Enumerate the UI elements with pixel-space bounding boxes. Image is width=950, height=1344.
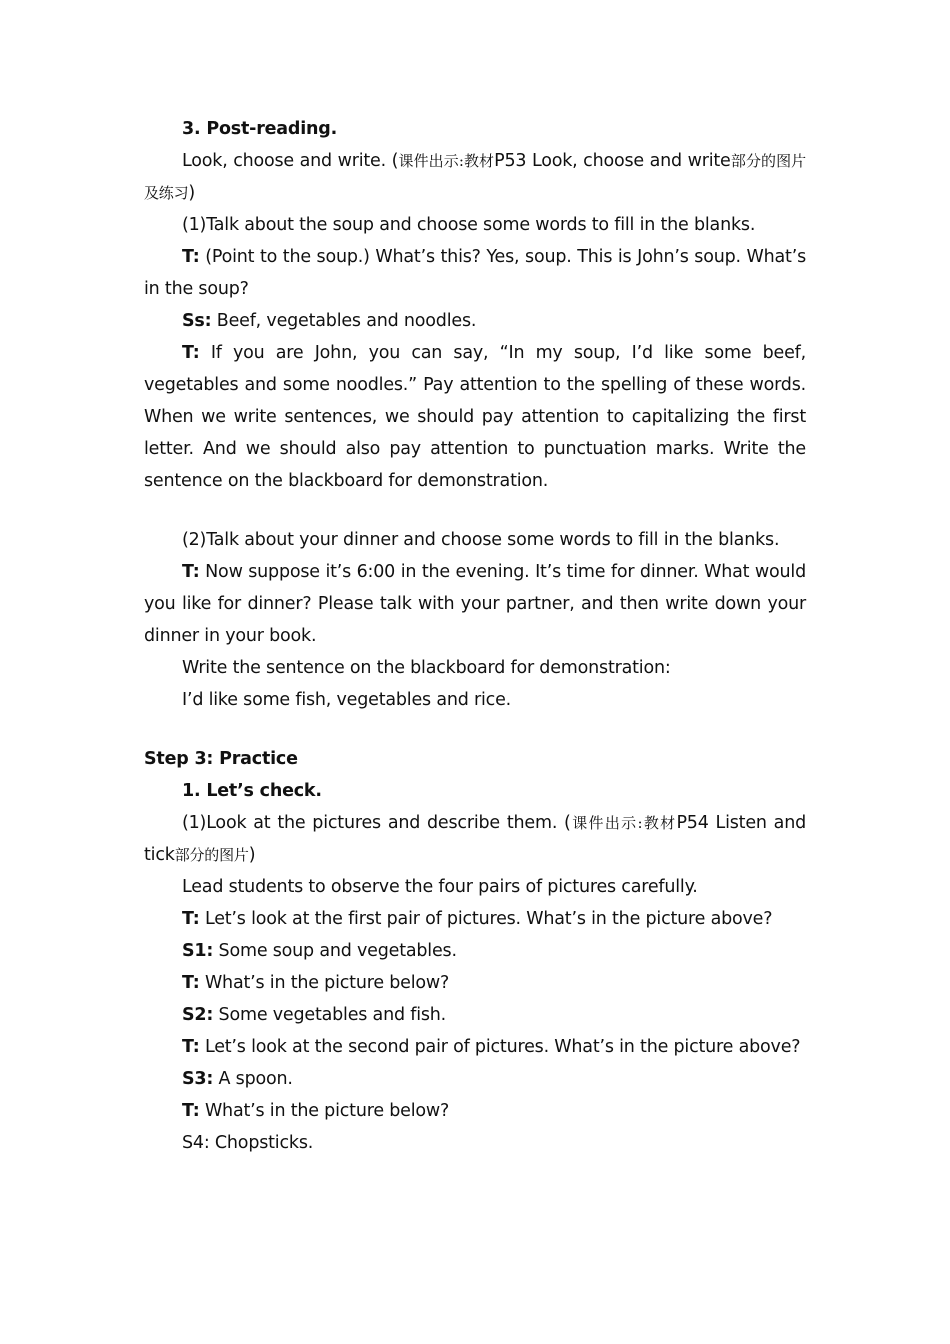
instruction-write-sentence: Write the sentence on the blackboard for demonstration: xyxy=(182,658,671,678)
instruction-look-choose-write: Look, choose and write. (课件出示:教材P53 Look, choose and write部分的图片及练习) xyxy=(144,151,806,203)
example-sentence: I’d like some fish, vegetables and rice. xyxy=(182,690,512,710)
instruction-lead-students: Lead students to observe the four pairs of pictures carefully. xyxy=(182,877,698,897)
dialogue-line: S1: Some soup and vegetables. xyxy=(182,941,457,961)
dialogue-line: S4: Chopsticks. xyxy=(182,1133,314,1153)
instruction-look-pictures: (1)Look at the pictures and describe them. (课件出示:教材P54 Listen and tick部分的图片) xyxy=(144,813,806,865)
section-heading-post-reading: 3. Post-reading. xyxy=(182,119,338,139)
document-page xyxy=(144,113,806,1159)
dialogue-line: T: Let’s look at the second pair of pictures. What’s in the picture above? xyxy=(182,1037,801,1057)
paragraph-gap xyxy=(144,716,806,743)
dialogue-line: Ss: Beef, vegetables and noodles. xyxy=(182,311,477,331)
dialogue-line: T: Let’s look at the first pair of pictures. What’s in the picture above? xyxy=(182,909,773,929)
dialogue-line: T: What’s in the picture below? xyxy=(182,973,450,993)
task-talk-dinner: (2)Talk about your dinner and choose some words to fill in the blanks. xyxy=(182,530,780,550)
dialogue-line: T: What’s in the picture below? xyxy=(182,1101,450,1121)
dialogue-line: S2: Some vegetables and fish. xyxy=(182,1005,447,1025)
subheading-lets-check: 1. Let’s check. xyxy=(182,781,322,801)
dialogue-line: T: Now suppose it’s 6:00 in the evening. It’s time for dinner. What would you like for dinner? Please talk with your partner, and then write down your dinner in your book. xyxy=(144,562,806,646)
paragraph-gap xyxy=(144,497,806,524)
dialogue-line: T: (Point to the soup.) What’s this? Yes, soup. This is John’s soup. What’s in the soup? xyxy=(144,247,806,299)
dialogue-line: S3: A spoon. xyxy=(182,1069,293,1089)
dialogue-line: T: If you are John, you can say, “In my soup, I’d like some beef, vegetables and some noodles.” Pay attention to the spelling of these words. When we write sentences, we should pay attention to capitalizing the first letter. And we should also pay attention to punctuation marks. Write the sentence on the blackboard for demonstration. xyxy=(144,343,806,491)
step-heading-practice: Step 3: Practice xyxy=(144,749,298,769)
task-talk-soup: (1)Talk about the soup and choose some words to fill in the blanks. xyxy=(182,215,756,235)
